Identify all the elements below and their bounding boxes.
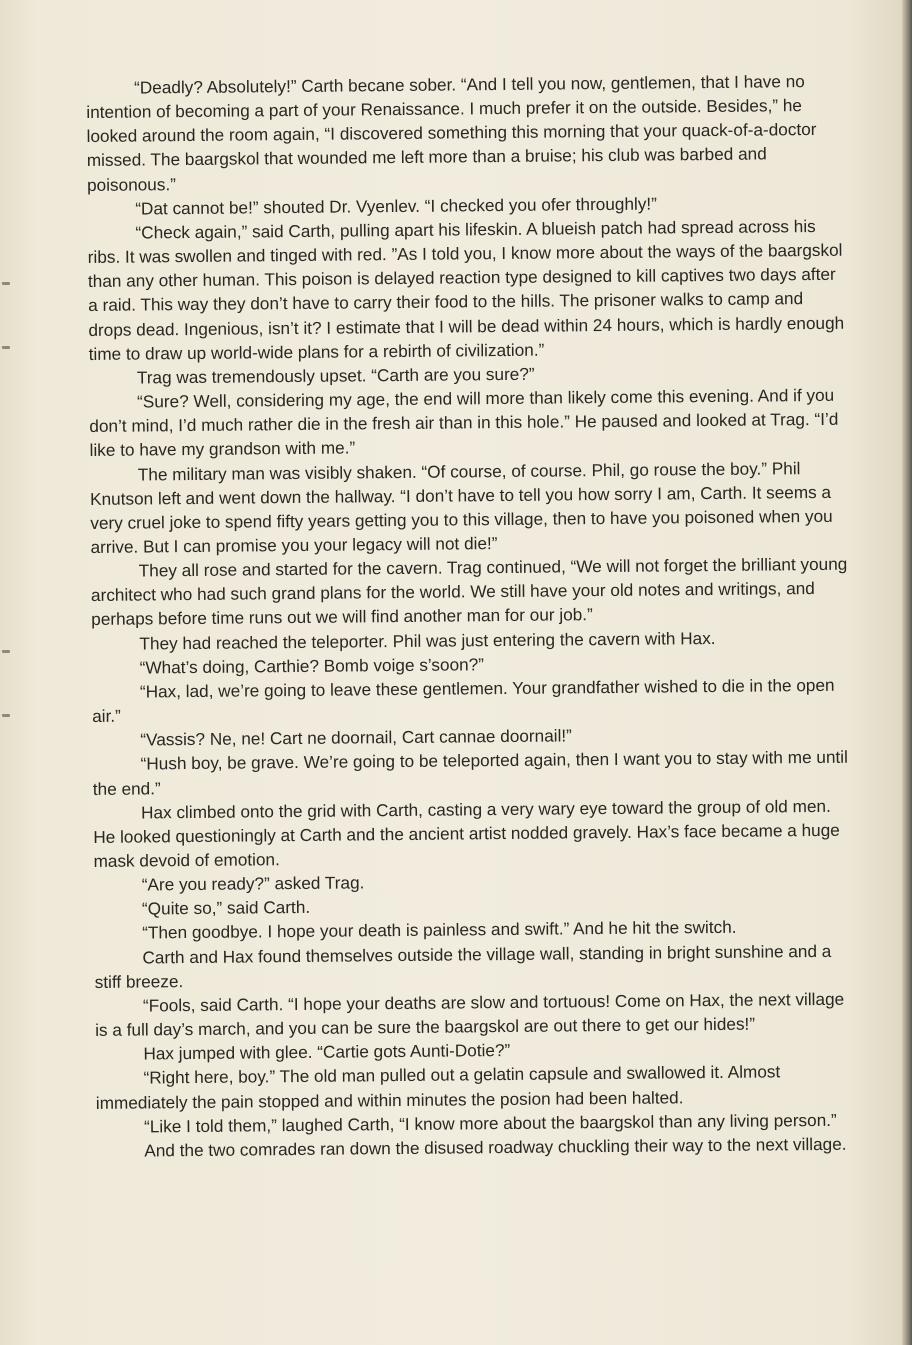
paragraph: “Are you ready?” asked Trag. [141, 872, 365, 895]
paragraph: “Right here, boy.” The old man pulled out a gelatin capsule and swallowed it. Almost immediately the pain stopped and within minutes the posion had been halted. [95, 1061, 781, 1113]
margin-mark [2, 650, 10, 653]
paragraph: Hax jumped with glee. “Cartie gots Aunti-Dotie?” [143, 1040, 511, 1064]
paragraph: “Deadly? Absolutely!” Carth becane sober. “And I tell you now, gentlemen, that I have no intention of becoming a part of your Renaissance. I much prefer it on the outside. Besides,” he looked around the room again, “I discovered something this morning that your quack-of-a-doctor missed. The baargskol that wounded me left more than a bruise; his club was barbed and poisonous.” [86, 71, 817, 195]
margin-mark [2, 714, 10, 717]
paragraph: They had reached the teleporter. Phil was just entering the cavern with Hax. [139, 627, 716, 654]
paragraph: “Quite so,” said Carth. [141, 897, 311, 919]
page-binding-edge [902, 0, 912, 1345]
paragraph: “Hush boy, be grave. We’re going to be teleported again, then I want you to stay with me until the end.” [92, 747, 848, 799]
story-text [86, 69, 856, 1163]
margin-mark [2, 282, 10, 285]
paragraph: Trag was tremendously upset. “Carth are you sure?” [136, 363, 535, 388]
paragraph: “Then goodbye. I hope your death is painless and swift.” And he hit the switch. [142, 917, 737, 943]
paragraph: “Dat cannot be!” shouted Dr. Vyenlev. “I checked you ofer throughly!” [135, 193, 657, 219]
paragraph: “Fools, said Carth. “I hope your deaths are slow and tortuous! Come on Hax, the next village is a full day’s march, and you can be sure the baargskol are out there to get our hides!” [95, 988, 845, 1041]
paragraph: “Check again,” said Carth, pulling apart his lifeskin. A blueish patch had spread across his ribs. It was swollen and tinged with red. ”As I told you, I know more about the ways of the baargskol than any other human. This poison is delayed reaction type designed to kill captives two days after a raid. This way they don’t have to carry their food to the hills. The prisoner walks to camp and drops dead. Ingenious, isn’t it? I estimate that I will be dead within 24 hours, which is hardly enough time to draw up world-wide plans for a rebirth of civilization.” [87, 215, 845, 364]
paragraph: And the two comrades ran down the disused roadway chuckling their way to the next village. [144, 1133, 847, 1161]
paragraph: “What’s doing, Carthie? Bomb voige s’soon?” [139, 653, 485, 678]
paragraph: “Vassis? Ne, ne! Cart ne doornail, Cart cannae doornail!” [140, 725, 572, 750]
paragraph: Carth and Hax found themselves outside the village wall, standing in bright sunshine and a stiff breeze. [94, 940, 832, 992]
margin-mark [2, 346, 10, 349]
paragraph: The military man was visibly shaken. “Of course, of course. Phil, go rouse the boy.” Phil Knutson left and went down the hallway. “I don’t have to tell you how sorry I am, Carth. It seems a very cruel joke to spend fifty years getting you to this village, then to have you poisoned when you arrive. But I can promise you your legacy will not die!” [89, 457, 833, 557]
paragraph: “Sure? Well, considering my age, the end will more than likely come this evening. And if you don’t mind, I’d much rather die in the fresh air than in this hole.” He paused and looked at Trag. “I’d like to have my grandson with me.” [89, 384, 839, 461]
paragraph: “Hax, lad, we’re going to leave these gentlemen. Your grandfather wished to die in the open air.” [92, 674, 835, 727]
paragraph: “Like I told them,” laughed Carth, “I know more about the baargskol than any living person.” [143, 1109, 837, 1137]
paragraph: Hax climbed onto the grid with Carth, casting a very wary eye toward the group of old men. He looked questioningly at Carth and the ancient artist nodded gravely. Hax’s face became a huge mask devoid of emotion. [93, 795, 840, 871]
paragraph: They all rose and started for the cavern. Trag continued, “We will not forget the brilliant young architect who had such grand plans for the world. We still have your old notes and writings, and perhaps before time runs out we will find another man for our job.” [90, 553, 848, 630]
